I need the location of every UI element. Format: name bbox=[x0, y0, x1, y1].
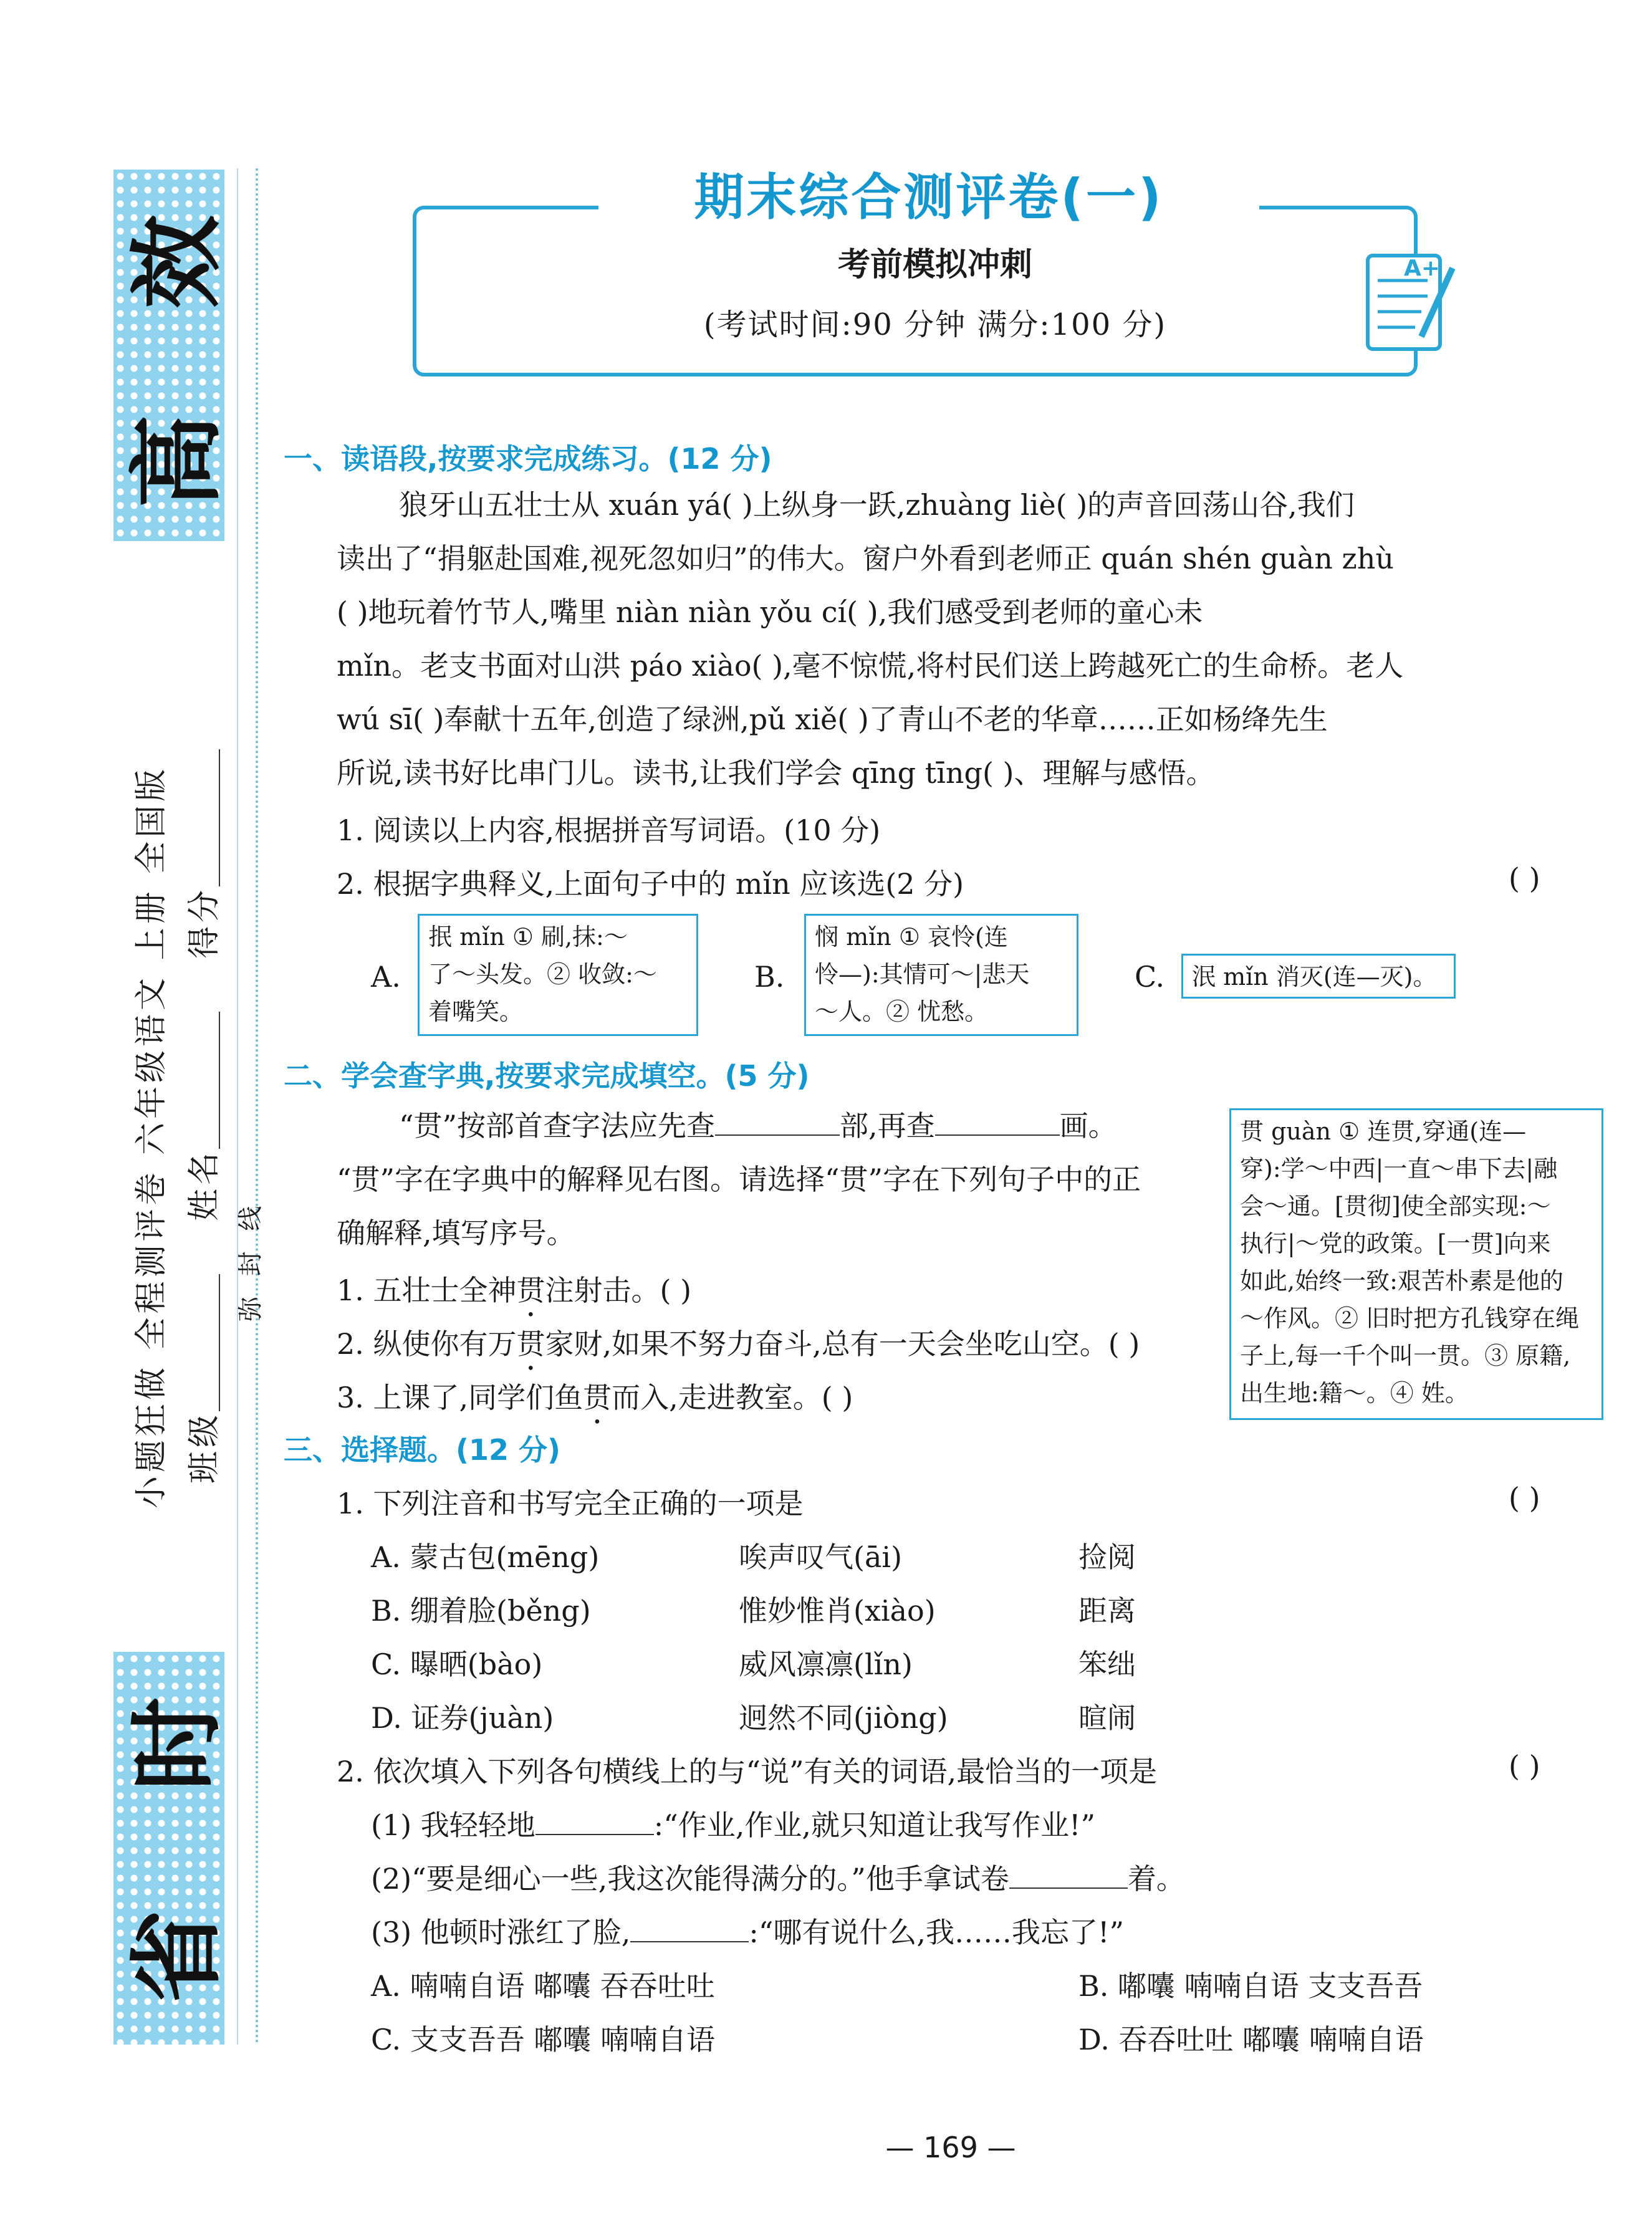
sec2-line-2: “贯”字在字典中的解释见右图。请选择“贯”字在下列句子中的正 bbox=[337, 1163, 1141, 1196]
sec3-q1-c-col1: C. 曝晒(bào) bbox=[371, 1648, 543, 1681]
sec2-line-1 bbox=[399, 1107, 1117, 1144]
guan-dictionary-box bbox=[1229, 1108, 1603, 1420]
sec1-option-a-box[interactable] bbox=[418, 914, 698, 1036]
sec1-line-2: 读出了“捐躯赴国难,视死忽如归”的伟大。窗户外看到老师正 quán shén guàn zhù bbox=[337, 542, 1394, 575]
dict-line-2: 穿):学～中西|一直～串下去|融 bbox=[1240, 1155, 1558, 1182]
sec1-line-4: mǐn。老支书面对山洪 páo xiào( ),毫不惊慌,将村民们送上跨越死亡的生命桥。老人 bbox=[337, 649, 1404, 683]
sec3-question-2: 2. 依次填入下列各句横线上的与“说”有关的词语,最恰当的一项是 bbox=[337, 1755, 1158, 1788]
s1-b: :“作业,作业,就只知道让我写作业!” bbox=[653, 1808, 1096, 1842]
exam-time: (考试时间:90 分钟 满分:100 分) bbox=[703, 307, 1167, 342]
sec3-q2-sentence-1 bbox=[371, 1803, 1095, 1844]
sec3-q1-b-col1: B. 绷着脸(běng) bbox=[371, 1594, 591, 1628]
sec1-option-c-box[interactable] bbox=[1181, 954, 1456, 999]
s3-b: :“哪有说什么,我……我忘了!” bbox=[749, 1916, 1125, 1949]
score-field[interactable] bbox=[194, 749, 220, 886]
side-char-gao: 效 bbox=[123, 215, 232, 309]
sec2-question-3 bbox=[337, 1375, 853, 1431]
s2-a: (2)“要是细心一些,我这次能得满分的。”他手拿试卷 bbox=[371, 1862, 1009, 1896]
stroke-count-blank[interactable] bbox=[935, 1110, 1060, 1136]
sec2-q3-b: 而入,走进教室。( ) bbox=[612, 1381, 853, 1414]
sec1-line-1: 狼牙山五壮士从 xuán yá( )上纵身一跃,zhuàng liè( )的声音回荡山谷,我们 bbox=[399, 488, 1355, 522]
side-band-bottom bbox=[113, 1652, 232, 2045]
header-frame bbox=[413, 206, 1418, 377]
dict-line-6: ～作风。② 旧时把方孔钱穿在绳 bbox=[1240, 1305, 1580, 1332]
dict-line-4: 执行|～党的政策。[一贯]向来 bbox=[1240, 1230, 1551, 1257]
opt-a-line-1: 抿 mǐn ① 刷,抹:～ bbox=[428, 923, 628, 951]
sec3-q1-b-col2: 惟妙惟肖(xiào) bbox=[739, 1594, 936, 1628]
sec3-q1-d-col2: 迥然不同(jiòng) bbox=[739, 1701, 948, 1735]
sec3-q2-answer[interactable]: ( ) bbox=[1509, 1749, 1540, 1783]
sec2-line-1-c: 画。 bbox=[1059, 1109, 1117, 1143]
sec2-q2-dotted: 贯 bbox=[516, 1327, 545, 1361]
sec2-line-1-b: 部,再查 bbox=[840, 1109, 935, 1143]
s3-blank[interactable] bbox=[630, 1916, 749, 1942]
svg-text:A+: A+ bbox=[1404, 256, 1441, 281]
seal-line-label: 弥 封 线 bbox=[236, 1199, 265, 1321]
sec3-q1-a-col3: 捡阅 bbox=[1078, 1540, 1136, 1574]
sec2-q2-b: 家财,如果不努力奋斗,总有一天会坐吃山空。( ) bbox=[545, 1327, 1140, 1361]
sec3-q1-a-col1: A. 蒙古包(mēng) bbox=[371, 1540, 600, 1574]
sec2-line-1-a: “贯”按部首查字法应先查 bbox=[399, 1109, 716, 1143]
sec2-q1-a: 1. 五壮士全神 bbox=[337, 1273, 517, 1307]
sec2-question-1 bbox=[337, 1268, 691, 1323]
sec1-line-6: 所说,读书好比串门儿。读书,让我们学会 qīng tīng( )、理解与感悟。 bbox=[337, 756, 1215, 790]
side-band-top bbox=[113, 170, 232, 541]
sec3-q1-d-col3: 暄闹 bbox=[1078, 1701, 1136, 1735]
sec3-q2-option-d: D. 吞吞吐吐 嘟囔 喃喃自语 bbox=[1078, 2023, 1424, 2056]
sec1-question-1: 1. 阅读以上内容,根据拼音写词语。(10 分) bbox=[337, 813, 881, 847]
score-label: 得分 bbox=[186, 886, 223, 959]
side-series-text: 小题狂做 全程测评卷 六年级语文 上册 全国版 bbox=[133, 765, 170, 1509]
sec2-q3-a: 3. 上课了,同学们鱼 bbox=[337, 1381, 583, 1414]
page-title: 期末综合测评卷(一) bbox=[598, 157, 1259, 229]
page-number-value: 169 bbox=[923, 2131, 978, 2164]
sec3-q2-sentence-2 bbox=[371, 1856, 1185, 1897]
side-char-shi: 时 bbox=[123, 1697, 232, 1792]
opt-a-line-2: 了～头发。② 收敛:～ bbox=[428, 961, 657, 988]
sec3-question-1: 1. 下列注音和书写完全正确的一项是 bbox=[337, 1487, 804, 1520]
sec2-q3-dotted: 贯 bbox=[583, 1381, 612, 1414]
s1-a: (1) 我轻轻地 bbox=[371, 1808, 535, 1842]
sec2-q1-b: 注射击。( ) bbox=[545, 1273, 692, 1307]
dict-line-1: 贯 guàn ① 连贯,穿通(连— bbox=[1240, 1118, 1527, 1145]
seal-dotted-line bbox=[256, 168, 258, 2045]
opt-b-line-2: 怜—):其情可～|悲天 bbox=[815, 961, 1030, 988]
s3-a: (3) 他顿时涨红了脸, bbox=[371, 1916, 631, 1949]
sec3-q1-c-col3: 笨绌 bbox=[1078, 1648, 1136, 1681]
exam-paper-icon bbox=[1359, 243, 1465, 362]
sec1-option-a-label: A. bbox=[371, 960, 401, 994]
side-info-fields bbox=[178, 749, 224, 1484]
sec3-q1-a-col2: 唉声叹气(āi) bbox=[739, 1540, 903, 1574]
sec3-q1-answer[interactable]: ( ) bbox=[1509, 1481, 1540, 1515]
sec1-option-c-label: C. bbox=[1135, 960, 1165, 994]
sec1-question-2: 2. 根据字典释义,上面句子中的 mǐn 应该选(2 分) bbox=[337, 867, 964, 901]
dict-line-5: 如此,始终一致:艰苦朴素是他的 bbox=[1240, 1267, 1563, 1295]
radical-blank[interactable] bbox=[715, 1110, 840, 1136]
sec1-q2-answer[interactable]: ( ) bbox=[1509, 861, 1540, 895]
opt-b-line-1: 悯 mǐn ① 哀怜(连 bbox=[815, 923, 1008, 951]
opt-b-line-3: ～人。② 忧愁。 bbox=[815, 998, 989, 1025]
opt-a-line-3: 着嘴笑。 bbox=[428, 998, 524, 1025]
side-char-sheng: 省 bbox=[123, 1909, 232, 2003]
page-number: — 169 — bbox=[885, 2131, 1016, 2164]
sec1-option-b-box[interactable] bbox=[804, 914, 1078, 1036]
section-2-heading: 二、学会查字典,按要求完成填空。(5 分) bbox=[284, 1059, 810, 1093]
opt-c-line: 泯 mǐn 消灭(连—灭)。 bbox=[1192, 963, 1437, 990]
side-char-xiao: 高 bbox=[123, 415, 232, 509]
sec2-q2-a: 2. 纵使你有万 bbox=[337, 1327, 517, 1361]
sec3-q2-option-b: B. 嘟囔 喃喃自语 支支吾吾 bbox=[1078, 1969, 1423, 2003]
dict-line-7: 子上,每一千个叫一贯。③ 原籍, bbox=[1240, 1342, 1571, 1369]
sec3-q1-b-col3: 距离 bbox=[1078, 1594, 1136, 1628]
sec1-option-b-label: B. bbox=[754, 960, 785, 994]
section-3-heading: 三、选择题。(12 分) bbox=[284, 1433, 561, 1467]
name-label: 姓名 bbox=[186, 1148, 223, 1221]
sec3-q2-option-c: C. 支支吾吾 嘟囔 喃喃自语 bbox=[371, 2023, 716, 2056]
dict-line-8: 出生地:籍～。④ 姓。 bbox=[1240, 1379, 1469, 1407]
s2-b: 着。 bbox=[1127, 1862, 1185, 1896]
sec1-line-3: ( )地玩着竹节人,嘴里 niàn niàn yǒu cí( ),我们感受到老师的童心未 bbox=[337, 595, 1203, 629]
dict-line-3: 会～通。[贯彻]使全部实现:～ bbox=[1240, 1192, 1551, 1220]
sec1-line-5: wú sī( )奉献十五年,创造了绿洲,pǔ xiě( )了青山不老的华章……正如杨绛先生 bbox=[337, 703, 1328, 736]
section-1-heading: 一、读语段,按要求完成练习。(12 分) bbox=[284, 442, 772, 476]
sec3-q1-c-col2: 威风凛凛(lǐn) bbox=[739, 1648, 913, 1681]
sec3-q1-d-col1: D. 证券(juàn) bbox=[371, 1701, 554, 1735]
name-field[interactable] bbox=[194, 1012, 220, 1149]
class-label: 班级 bbox=[186, 1411, 223, 1484]
side-divider bbox=[237, 168, 238, 2045]
class-field[interactable] bbox=[194, 1274, 220, 1411]
sec2-line-3: 确解释,填写序号。 bbox=[337, 1216, 575, 1250]
s2-blank[interactable] bbox=[1009, 1863, 1128, 1889]
s1-blank[interactable] bbox=[535, 1809, 654, 1835]
sec3-q2-sentence-3 bbox=[371, 1910, 1124, 1951]
page-subtitle: 考前模拟冲刺 bbox=[837, 246, 1032, 284]
sec2-q1-dotted: 贯 bbox=[516, 1273, 545, 1307]
sec3-q2-option-a: A. 喃喃自语 嘟囔 吞吞吐吐 bbox=[371, 1969, 715, 2003]
sec2-question-2 bbox=[337, 1321, 1140, 1377]
